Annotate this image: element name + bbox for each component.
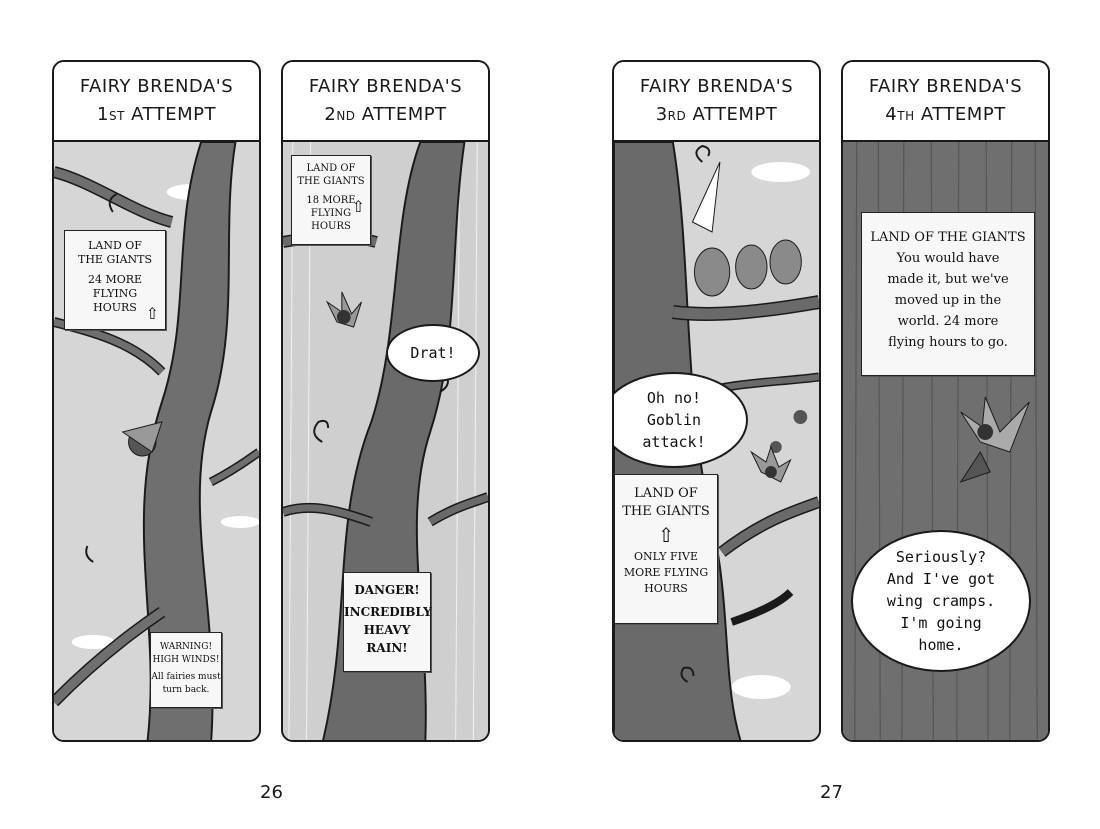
page-number-right: 27 [820,782,843,803]
panel-3-speech-bubble: Oh no! Goblin attack! [612,372,748,468]
panel-3-title: FAIRY BRENDA'S [639,75,794,97]
panel-4-attempt: 4TH ATTEMPT [885,103,1006,125]
panel-1-title: FAIRY BRENDA'S [79,75,234,97]
panel-4-sign-notice: LAND OF THE GIANTS You would have made it, but we've moved up in the world. 24 more flying hours to go. [861,212,1035,376]
panel-3-header [614,62,819,142]
page-number-left: 26 [260,782,283,803]
panel-2-sign-danger: DANGER! INCREDIBLY HEAVY RAIN! [343,572,431,672]
panel-4-header [843,62,1048,142]
panel-1-attempt: 1ST ATTEMPT [97,103,216,125]
panel-3-attempt: 3RD ATTEMPT [655,103,778,125]
panel-2-attempt: 2ND ATTEMPT [324,103,447,125]
panel-1-sign-warning: WARNING! HIGH WINDS! All fairies must turn back. [150,632,222,708]
comic-panel-3 [612,60,821,742]
comic-panel-4 [841,60,1050,742]
panel-1-sign-land-of-giants: LAND OF THE GIANTS 24 MORE FLYING HOURS ⇧ [64,230,166,330]
up-arrow-icon: ⇧ [145,304,159,323]
up-arrow-icon: ⇧ [657,523,675,547]
panel-2-header [283,62,488,142]
panel-2-title: FAIRY BRENDA'S [308,75,463,97]
up-arrow-icon: ⇧ [351,197,365,216]
panel-4-title: FAIRY BRENDA'S [868,75,1023,97]
panel-2-speech-bubble: Drat! [386,324,480,382]
panel-1-header [54,62,259,142]
panel-3-sign-land-of-giants: LAND OF THE GIANTS ⇧ ONLY FIVE MORE FLYING HOURS [614,474,718,624]
comic-panel-2 [281,60,490,742]
panel-4-speech-bubble: Seriously? And I've got wing cramps. I'm going home. [851,530,1031,672]
comic-panel-1 [52,60,261,742]
panel-2-sign-land-of-giants: LAND OF THE GIANTS 18 MORE FLYING HOURS ⇧ [291,155,371,245]
